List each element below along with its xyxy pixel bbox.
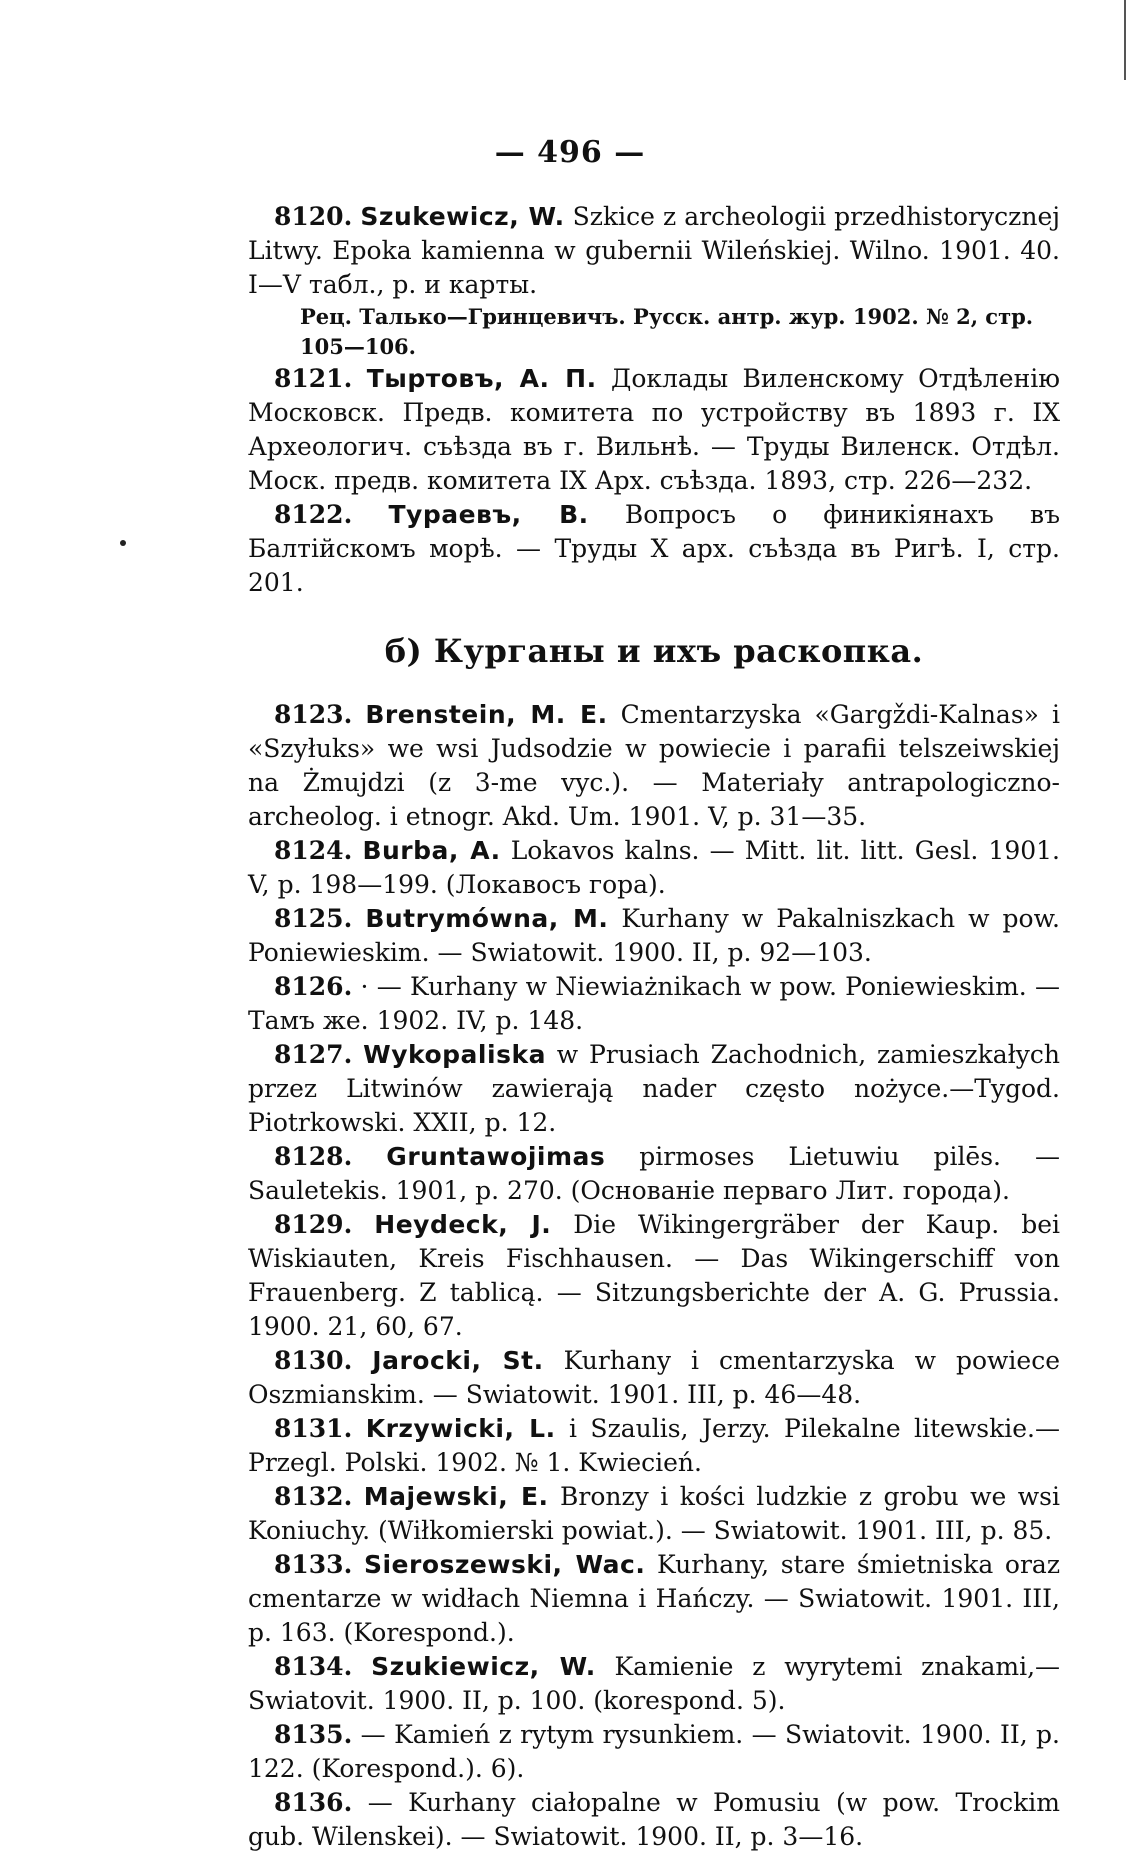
section-heading: б) Курганы и ихъ раскопка.	[384, 632, 924, 670]
entry-number: 8127.	[274, 1040, 353, 1069]
entry-text: Вопросъ о финикіянахъ въ Балтійскомъ морѣ. — Труды X арх. съѣзда въ Ригѣ. I, стр. 201.	[248, 500, 1060, 597]
entry-author: Gruntawojimas	[386, 1142, 606, 1171]
entry-number: 8125.	[274, 904, 353, 933]
bib-entry-8130	[248, 1344, 1060, 1412]
bib-entry-8123	[248, 698, 1060, 834]
entry-author: Wykopaliska	[363, 1040, 546, 1069]
entry-author: Majewski, E.	[363, 1482, 549, 1511]
entry-author: Тыртовъ, А. П.	[366, 364, 597, 393]
entry-number: 8131.	[274, 1414, 353, 1443]
entry-number: 8124.	[274, 836, 353, 865]
entry-number: 8136.	[274, 1788, 353, 1817]
entry-author: Butrymówna, M.	[365, 904, 609, 933]
bib-entry-8129	[248, 1208, 1060, 1344]
entry-number: 8133.	[274, 1550, 353, 1579]
bib-entry-8120	[248, 200, 1060, 302]
bib-entry-8121	[248, 362, 1060, 498]
entry-number: 8128.	[274, 1142, 353, 1171]
bib-entry-8132	[248, 1480, 1060, 1548]
page-number: — 496 —	[494, 135, 646, 170]
entry-number: 8130.	[274, 1346, 353, 1375]
bib-entry-8136	[248, 1786, 1060, 1854]
entry-author: Тураевъ, В.	[388, 500, 589, 529]
entry-number: 8132.	[274, 1482, 353, 1511]
entry-author: Szukiewicz, W.	[371, 1652, 596, 1681]
entry-author: Heydeck, J.	[374, 1210, 552, 1239]
entry-text: Bronzy i kości ludzkie z grobu we wsi Koniuchy. (Wiłkomierski powiat.). — Swiatowit. 1901. III, p. 85.	[248, 1482, 1060, 1545]
entry-author: Brenstein, M. E.	[365, 700, 608, 729]
bib-entry-8135	[248, 1718, 1060, 1786]
bib-entry-8131	[248, 1412, 1060, 1480]
page-edge-mark	[1124, 0, 1126, 80]
bib-entry-8133	[248, 1548, 1060, 1650]
entry-author: Sieroszewski, Wac.	[363, 1550, 646, 1579]
bib-entry-8127	[248, 1038, 1060, 1140]
entry-text: Lokavos kalns. — Mitt. lit. litt. Gesl. 1901. V, p. 198—199. (Локавосъ гора).	[248, 836, 1060, 899]
entry-text: · — Kurhany w Niewiażnikach w pow. Poniewieskim. — Тамъ же. 1902. IV, p. 148.	[248, 972, 1060, 1035]
bib-entry-8126	[248, 970, 1060, 1038]
entry-text: Szkice z archeologii przedhistorycznej Litwy. Epoka kamienna w gubernii Wileńskiej. Wilno. 1901. 40. I—V табл., р. и карты.	[248, 202, 1060, 299]
entry-author: Krzywicki, L.	[365, 1414, 556, 1443]
entry-number: 8120.	[274, 202, 353, 231]
entry-author: Burba, A.	[362, 836, 501, 865]
entry-number: 8129.	[274, 1210, 353, 1239]
entry-text: — Kurhany ciałopalne w Pomusiu (w pow. Trockim gub. Wilenskei). — Swiatowit. 1900. II, p. 3—16.	[248, 1788, 1060, 1851]
bib-entry-8124	[248, 834, 1060, 902]
entry-number: 8121.	[274, 364, 353, 393]
entry-text: pirmoses Lietuwiu pilēs. — Sauletekis. 1901, p. 270. (Основаніе перваго Лит. города).	[248, 1142, 1060, 1205]
entry-number: 8126.	[274, 972, 353, 1001]
bib-entry-8122	[248, 498, 1060, 600]
entry-text: Kurhany i cmentarzyska w powiece Oszmianskim. — Swiatowit. 1901. III, p. 46—48.	[248, 1346, 1060, 1409]
entry-number: 8123.	[274, 700, 353, 729]
entry-number: 8134.	[274, 1652, 353, 1681]
page-content	[248, 200, 1060, 1854]
entry-text: Kamienie z wyrytemi znakami,—Swiatovit. 1900. II, p. 100. (korespond. 5).	[248, 1652, 1061, 1715]
entry-text: Kurhany w Pakalniszkach w pow. Poniewieskim. — Swiatowit. 1900. II, p. 92—103.	[248, 904, 1060, 967]
entry-author: Jarocki, St.	[372, 1346, 544, 1375]
entry-text: w Prusiach Zachodnich, zamieszkałych przez Litwinów zawierają nader często nożyce.—Tygod. Piotrkowski. XXII, p. 12.	[248, 1040, 1060, 1137]
entry-number: 8122.	[274, 500, 353, 529]
entry-text: — Kamień z rytym rysunkiem. — Swiatovit. 1900. II, p. 122. (Korespond.). 6).	[248, 1720, 1060, 1783]
entry-text: Доклады Виленскому Отдѣленію Московск. Предв. комитета по устройству въ 1893 г. IX Археологич. съѣзда въ г. Вильнѣ. — Труды Виленск. Отдѣл. Моск. предв. комитета IX Арх. съѣзда. 1893, стр. 226—232.	[248, 364, 1060, 495]
entry-text: i Szaulis, Jerzy. Pilekalne litewskie.— Przegl. Polski. 1902. № 1. Kwiecień.	[248, 1414, 1060, 1477]
entry-number: 8135.	[274, 1720, 353, 1749]
review-note: Рец. Талько—Гринцевичъ. Русск. антр. жур. 1902. № 2, стр. 105—106.	[300, 304, 1034, 359]
bib-entry-8125	[248, 902, 1060, 970]
entry-text: Cmentarzyska «Gargždi-Kalnas» i «Szyłuks» we wsi Judsodzie w powiecie i parafii telszeiwskiej na Żmujdzi (z 3-me vyc.). — Materiały antrapologiczno-archeolog. i etnogr. Akd. Um. 1901. V, p. 31—35.	[248, 700, 1060, 831]
bib-entry-8134	[248, 1650, 1060, 1718]
entry-author: Szukewicz, W.	[360, 202, 565, 231]
entry-text: Die Wikingergräber der Kaup. bei Wiskiauten, Kreis Fischhausen. — Das Wikingerschiff von Frauenberg. Z tablicą. — Sitzungsberichte der A. G. Prussia. 1900. 21, 60, 67.	[248, 1210, 1060, 1341]
scan-speck	[120, 540, 126, 546]
bib-entry-8128	[248, 1140, 1060, 1208]
entry-text: Kurhany, stare śmietniska oraz cmentarze w widłach Niemna i Hańczy. — Swiatowit. 1901. III, p. 163. (Korespond.).	[248, 1550, 1061, 1647]
